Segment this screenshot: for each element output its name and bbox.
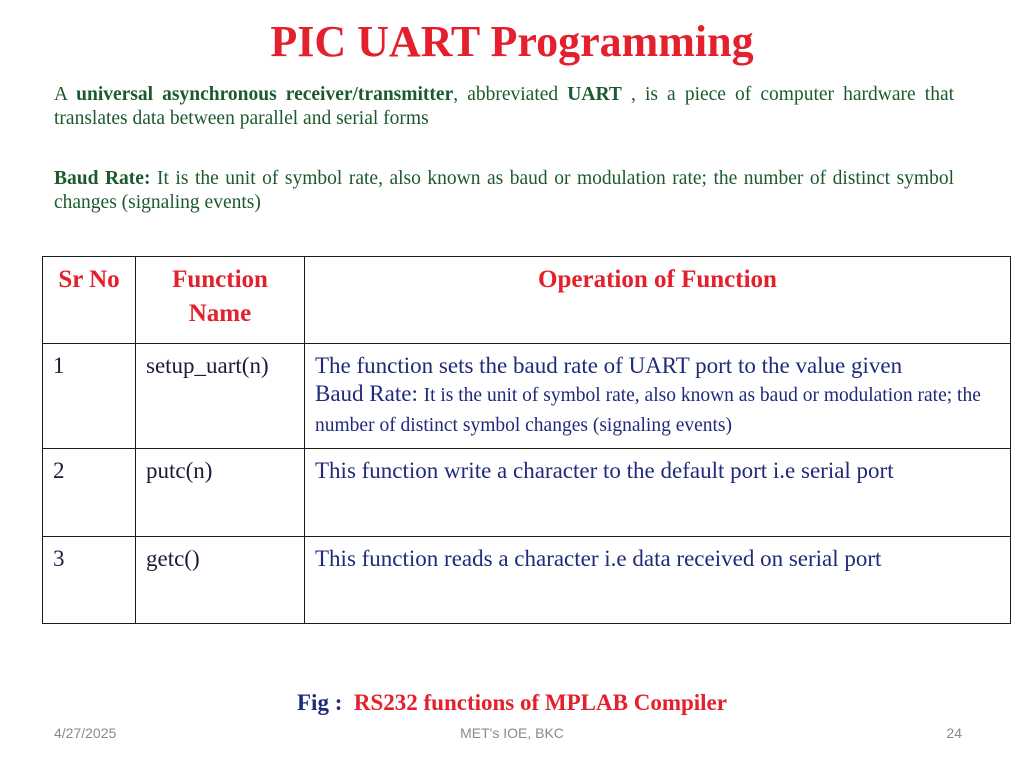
- table-row: [43, 344, 1011, 449]
- row-function-name: setup_uart(n): [136, 344, 305, 449]
- row-operation: [305, 344, 1011, 449]
- row-operation: This function reads a character i.e data received on serial port: [305, 537, 1011, 624]
- header-function-name: [136, 257, 305, 344]
- footer-organization: MET's IOE, BKC: [460, 725, 564, 741]
- intro-prefix: A: [54, 84, 68, 105]
- intro-mid: , abbreviated: [453, 84, 559, 105]
- baud-rate-paragraph: [54, 167, 954, 215]
- functions-table: [42, 256, 1011, 624]
- figure-caption: [0, 688, 1024, 718]
- row-operation: This function write a character to the default port i.e serial port: [305, 449, 1011, 537]
- baud-text: It is the unit of symbol rate, also known as baud or modulation rate; the number of distinct symbol changes (signaling events): [54, 168, 955, 213]
- slide-title: PIC UART Programming: [270, 17, 754, 66]
- header-sr-no: Sr No: [43, 257, 136, 344]
- header-operation: Operation of Function: [305, 257, 1011, 344]
- footer-date: 4/27/2025: [54, 725, 117, 741]
- table-row: [43, 537, 1011, 624]
- intro-abbr: UART: [567, 84, 622, 105]
- caption-text: RS232 functions of MPLAB Compiler: [353, 690, 727, 715]
- footer-page-number: 24: [946, 725, 962, 741]
- row-function-name: putc(n): [136, 449, 305, 537]
- table-row: [43, 449, 1011, 537]
- header-function-line1: Function: [172, 266, 268, 293]
- row-function-name: getc(): [136, 537, 305, 624]
- row-sr: 1: [43, 344, 136, 449]
- row-note-label: Baud Rate:: [315, 381, 418, 406]
- intro-suffix: , is a piece of computer hardware that translates data between parallel and serial forms: [54, 84, 955, 129]
- header-function-line2: Name: [188, 300, 252, 327]
- intro-term: universal asynchronous receiver/transmitter: [76, 84, 454, 105]
- caption-label: Fig :: [297, 690, 343, 715]
- row-note-text: It is the unit of symbol rate, also known as baud or modulation rate; the number of distinct symbol changes (signaling events): [315, 385, 981, 436]
- row-sr: 2: [43, 449, 136, 537]
- row-operation-text: The function sets the baud rate of UART port to the value given: [315, 353, 903, 378]
- baud-label: Baud Rate:: [54, 168, 151, 189]
- row-sr: 3: [43, 537, 136, 624]
- uart-definition-paragraph: [54, 83, 954, 131]
- table-header-row: [43, 257, 1011, 344]
